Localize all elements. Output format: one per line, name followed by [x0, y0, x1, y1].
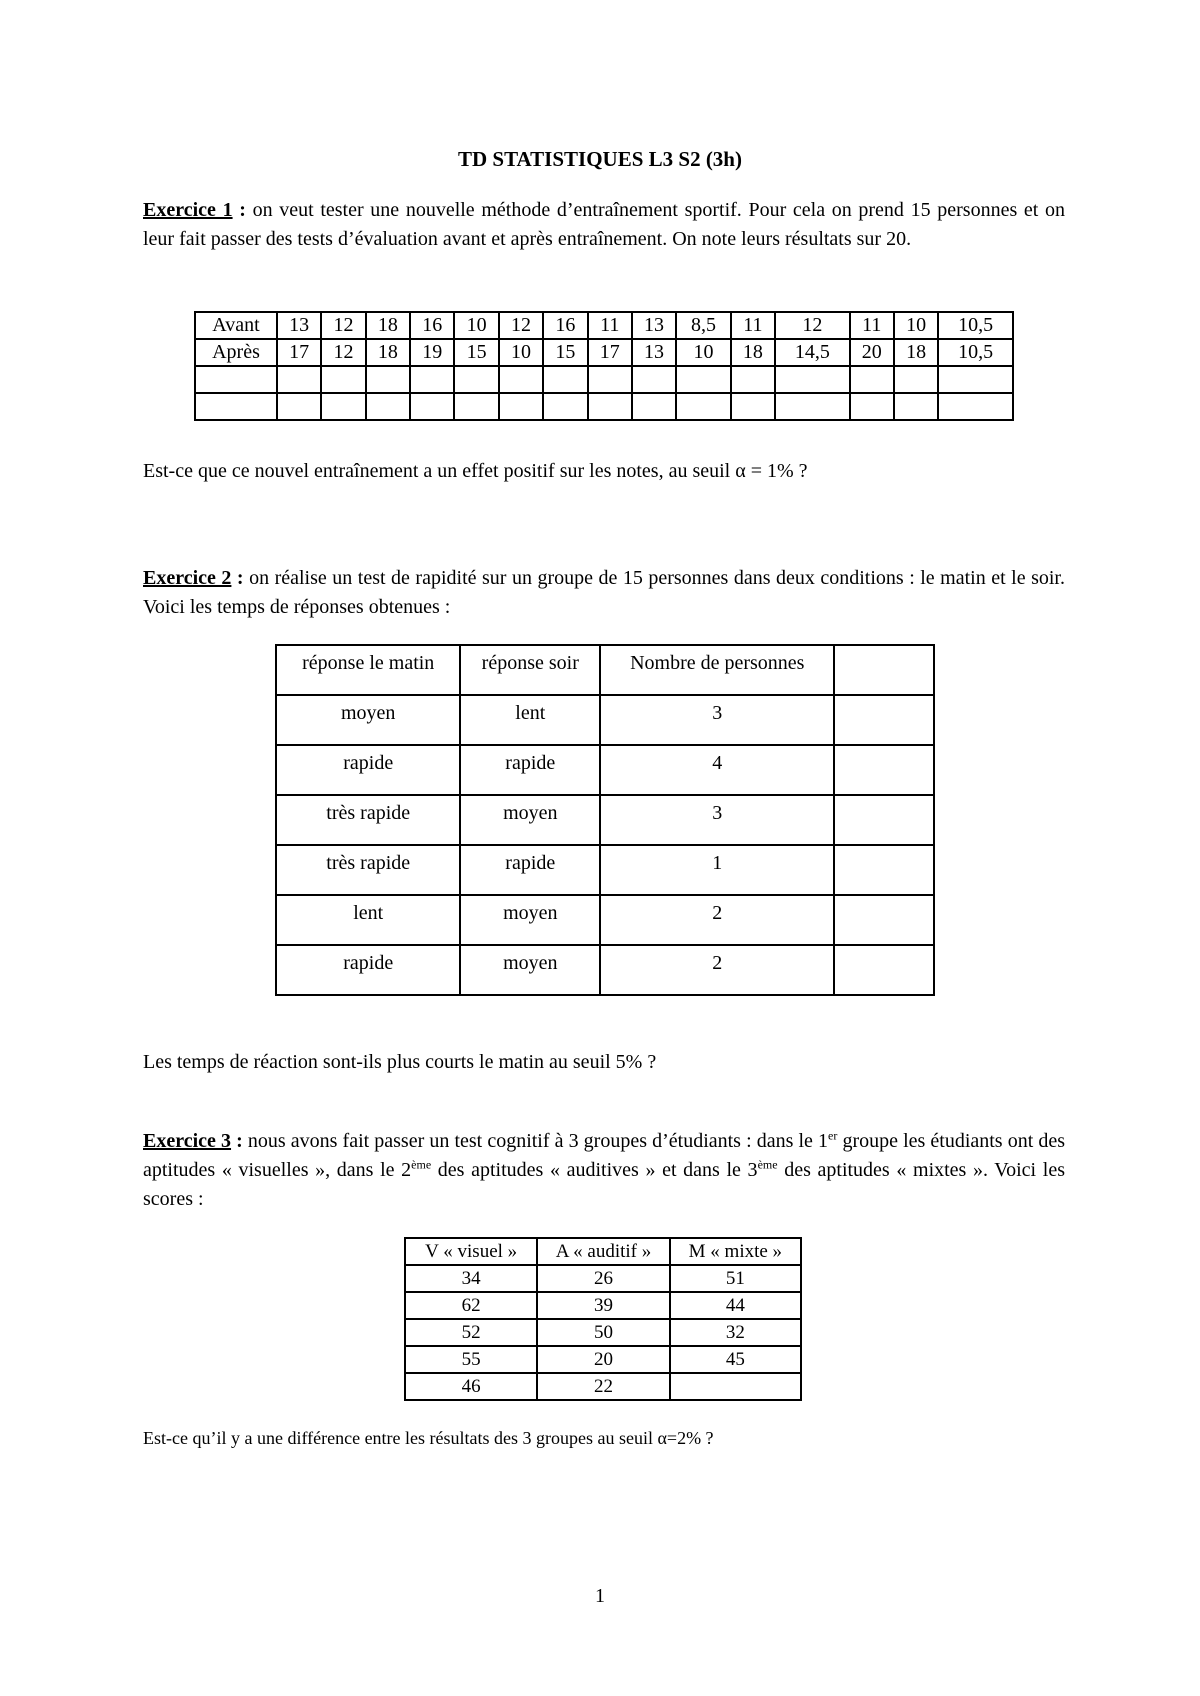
table-cell: 17 — [588, 339, 632, 366]
table-row — [405, 1292, 801, 1319]
table-header-row — [276, 645, 934, 695]
table-row-avant — [195, 312, 1013, 339]
superscript: er — [828, 1128, 838, 1143]
table-row — [405, 1265, 801, 1292]
exercise-1-table — [194, 311, 1014, 421]
column-header: réponse le matin — [276, 645, 460, 695]
empty-cell — [834, 745, 934, 795]
table-cell: 18 — [366, 339, 410, 366]
empty-cell — [731, 393, 775, 420]
empty-cell — [850, 366, 894, 393]
exercise-3-text: des aptitudes « auditives » et dans le 3 — [431, 1159, 758, 1181]
exercise-2-question: Les temps de réaction sont-ils plus courts le matin au seuil 5% ? — [143, 1051, 657, 1073]
empty-cell — [588, 393, 632, 420]
empty-cell — [543, 366, 587, 393]
document-title: TD STATISTIQUES L3 S2 (3h) — [458, 147, 742, 171]
table-cell: 12 — [775, 312, 850, 339]
table-cell — [670, 1373, 801, 1400]
empty-cell — [775, 366, 850, 393]
empty-cell — [938, 393, 1013, 420]
exercise-1-text: on veut tester une nouvelle méthode d’entraînement sportif. Pour cela on prend 15 personnes et on leur fait passer des tests d’évaluation avant et après entraînement. On note leurs résultats sur 20. — [143, 199, 1065, 250]
empty-cell — [588, 366, 632, 393]
column-header: A « auditif » — [537, 1238, 669, 1265]
empty-cell — [632, 393, 676, 420]
table-cell: 12 — [499, 312, 543, 339]
table-cell: 13 — [277, 312, 321, 339]
table-cell: 3 — [600, 795, 834, 845]
table-cell: 11 — [588, 312, 632, 339]
table-cell: 20 — [537, 1346, 669, 1373]
table-cell: 10 — [499, 339, 543, 366]
table-cell: 8,5 — [676, 312, 730, 339]
exercise-3-label: Exercice 3 — [143, 1130, 232, 1152]
table-cell: 10 — [894, 312, 938, 339]
empty-cell — [834, 695, 934, 745]
table-cell: lent — [460, 695, 600, 745]
table-cell: très rapide — [276, 795, 460, 845]
table-cell: 39 — [537, 1292, 669, 1319]
empty-cell — [195, 366, 277, 393]
table-row — [405, 1373, 801, 1400]
table-cell: 13 — [632, 312, 676, 339]
table-row — [276, 895, 934, 945]
table-cell: 18 — [731, 339, 775, 366]
table-row — [276, 745, 934, 795]
table-cell: 34 — [405, 1265, 537, 1292]
exercise-1-label: Exercice 1 — [143, 199, 233, 221]
empty-cell — [834, 895, 934, 945]
table-cell: 19 — [410, 339, 454, 366]
table-cell: moyen — [460, 945, 600, 995]
table-cell: très rapide — [276, 845, 460, 895]
empty-cell — [366, 366, 410, 393]
table-cell: 22 — [537, 1373, 669, 1400]
table-row — [276, 845, 934, 895]
table-row-apres — [195, 339, 1013, 366]
empty-cell — [195, 393, 277, 420]
table-cell: 52 — [405, 1319, 537, 1346]
table-cell: 10 — [676, 339, 730, 366]
empty-cell — [834, 845, 934, 895]
table-cell: 46 — [405, 1373, 537, 1400]
table-cell: 2 — [600, 945, 834, 995]
table-header-row — [405, 1238, 801, 1265]
page-number: 1 — [595, 1585, 605, 1607]
table-cell: rapide — [276, 745, 460, 795]
row-label: Avant — [195, 312, 277, 339]
table-row — [405, 1319, 801, 1346]
empty-cell — [834, 795, 934, 845]
empty-cell — [731, 366, 775, 393]
table-cell: lent — [276, 895, 460, 945]
table-cell: 62 — [405, 1292, 537, 1319]
table-cell: 10,5 — [938, 339, 1013, 366]
column-header: réponse soir — [460, 645, 600, 695]
empty-cell — [632, 366, 676, 393]
empty-cell — [850, 393, 894, 420]
exercise-3-text: des aptitudes « mixtes ». Voici les scores : — [143, 1159, 1065, 1210]
column-header: V « visuel » — [405, 1238, 537, 1265]
table-cell: 11 — [850, 312, 894, 339]
table-cell: 55 — [405, 1346, 537, 1373]
empty-cell — [775, 393, 850, 420]
table-cell: 17 — [277, 339, 321, 366]
table-row — [405, 1346, 801, 1373]
table-cell: 2 — [600, 895, 834, 945]
table-cell: rapide — [460, 845, 600, 895]
exercise-2-text: on réalise un test de rapidité sur un groupe de 15 personnes dans deux conditions : le matin et le soir. Voici les temps de réponses obtenues : — [143, 567, 1065, 618]
table-cell: 15 — [543, 339, 587, 366]
exercise-3-statement — [143, 1127, 1065, 1214]
table-row — [276, 695, 934, 745]
table-cell: 18 — [894, 339, 938, 366]
column-header — [834, 645, 934, 695]
empty-cell — [894, 393, 938, 420]
table-row — [276, 795, 934, 845]
empty-cell — [454, 393, 498, 420]
superscript: ème — [757, 1157, 778, 1172]
empty-cell — [676, 366, 730, 393]
empty-cell — [499, 366, 543, 393]
table-cell: 44 — [670, 1292, 801, 1319]
exercise-2-label: Exercice 2 — [143, 567, 232, 589]
table-cell: moyen — [276, 695, 460, 745]
empty-cell — [366, 393, 410, 420]
empty-cell — [277, 366, 321, 393]
table-cell: 51 — [670, 1265, 801, 1292]
table-cell: moyen — [460, 895, 600, 945]
empty-cell — [676, 393, 730, 420]
column-header: M « mixte » — [670, 1238, 801, 1265]
empty-cell — [499, 393, 543, 420]
table-cell: 16 — [543, 312, 587, 339]
table-row-empty — [195, 366, 1013, 393]
table-cell: 50 — [537, 1319, 669, 1346]
empty-cell — [454, 366, 498, 393]
table-cell: 32 — [670, 1319, 801, 1346]
table-cell: 16 — [410, 312, 454, 339]
empty-cell — [410, 393, 454, 420]
table-cell: 1 — [600, 845, 834, 895]
table-cell: 14,5 — [775, 339, 850, 366]
table-cell: 12 — [321, 339, 365, 366]
table-cell: 10 — [454, 312, 498, 339]
exercise-3-table — [404, 1237, 802, 1401]
row-label: Après — [195, 339, 277, 366]
exercise-3-text: groupe les étudiants ont des aptitudes « visuelles », dans le 2 — [143, 1130, 1066, 1181]
empty-cell — [410, 366, 454, 393]
table-cell: moyen — [460, 795, 600, 845]
table-cell: 4 — [600, 745, 834, 795]
exercise-2-table — [275, 644, 935, 996]
table-cell: 20 — [850, 339, 894, 366]
empty-cell — [894, 366, 938, 393]
table-cell: rapide — [276, 945, 460, 995]
table-cell: 45 — [670, 1346, 801, 1373]
exercise-3-text: nous avons fait passer un test cognitif à 3 groupes d’étudiants : dans le 1 — [242, 1130, 829, 1152]
exercise-1-statement — [143, 196, 1065, 254]
column-header: Nombre de personnes — [600, 645, 834, 695]
table-cell: 12 — [321, 312, 365, 339]
exercise-3-question: Est-ce qu’il y a une différence entre les résultats des 3 groupes au seuil α=2% ? — [143, 1428, 714, 1448]
exercise-2-colon: : — [231, 567, 244, 589]
empty-cell — [277, 393, 321, 420]
table-cell: 10,5 — [938, 312, 1013, 339]
exercise-3-colon: : — [231, 1130, 243, 1152]
table-cell: 3 — [600, 695, 834, 745]
table-cell: 11 — [731, 312, 775, 339]
empty-cell — [938, 366, 1013, 393]
table-cell: 26 — [537, 1265, 669, 1292]
table-cell: rapide — [460, 745, 600, 795]
table-row — [276, 945, 934, 995]
empty-cell — [321, 393, 365, 420]
table-cell: 15 — [454, 339, 498, 366]
table-cell: 18 — [366, 312, 410, 339]
empty-cell — [543, 393, 587, 420]
exercise-1-question: Est-ce que ce nouvel entraînement a un effet positif sur les notes, au seuil α = 1% ? — [143, 460, 808, 482]
table-cell: 13 — [632, 339, 676, 366]
superscript: ème — [411, 1157, 432, 1172]
empty-cell — [834, 945, 934, 995]
exercise-1-colon: : — [232, 199, 246, 221]
exercise-2-statement — [143, 564, 1065, 622]
empty-cell — [321, 366, 365, 393]
table-row-empty — [195, 393, 1013, 420]
